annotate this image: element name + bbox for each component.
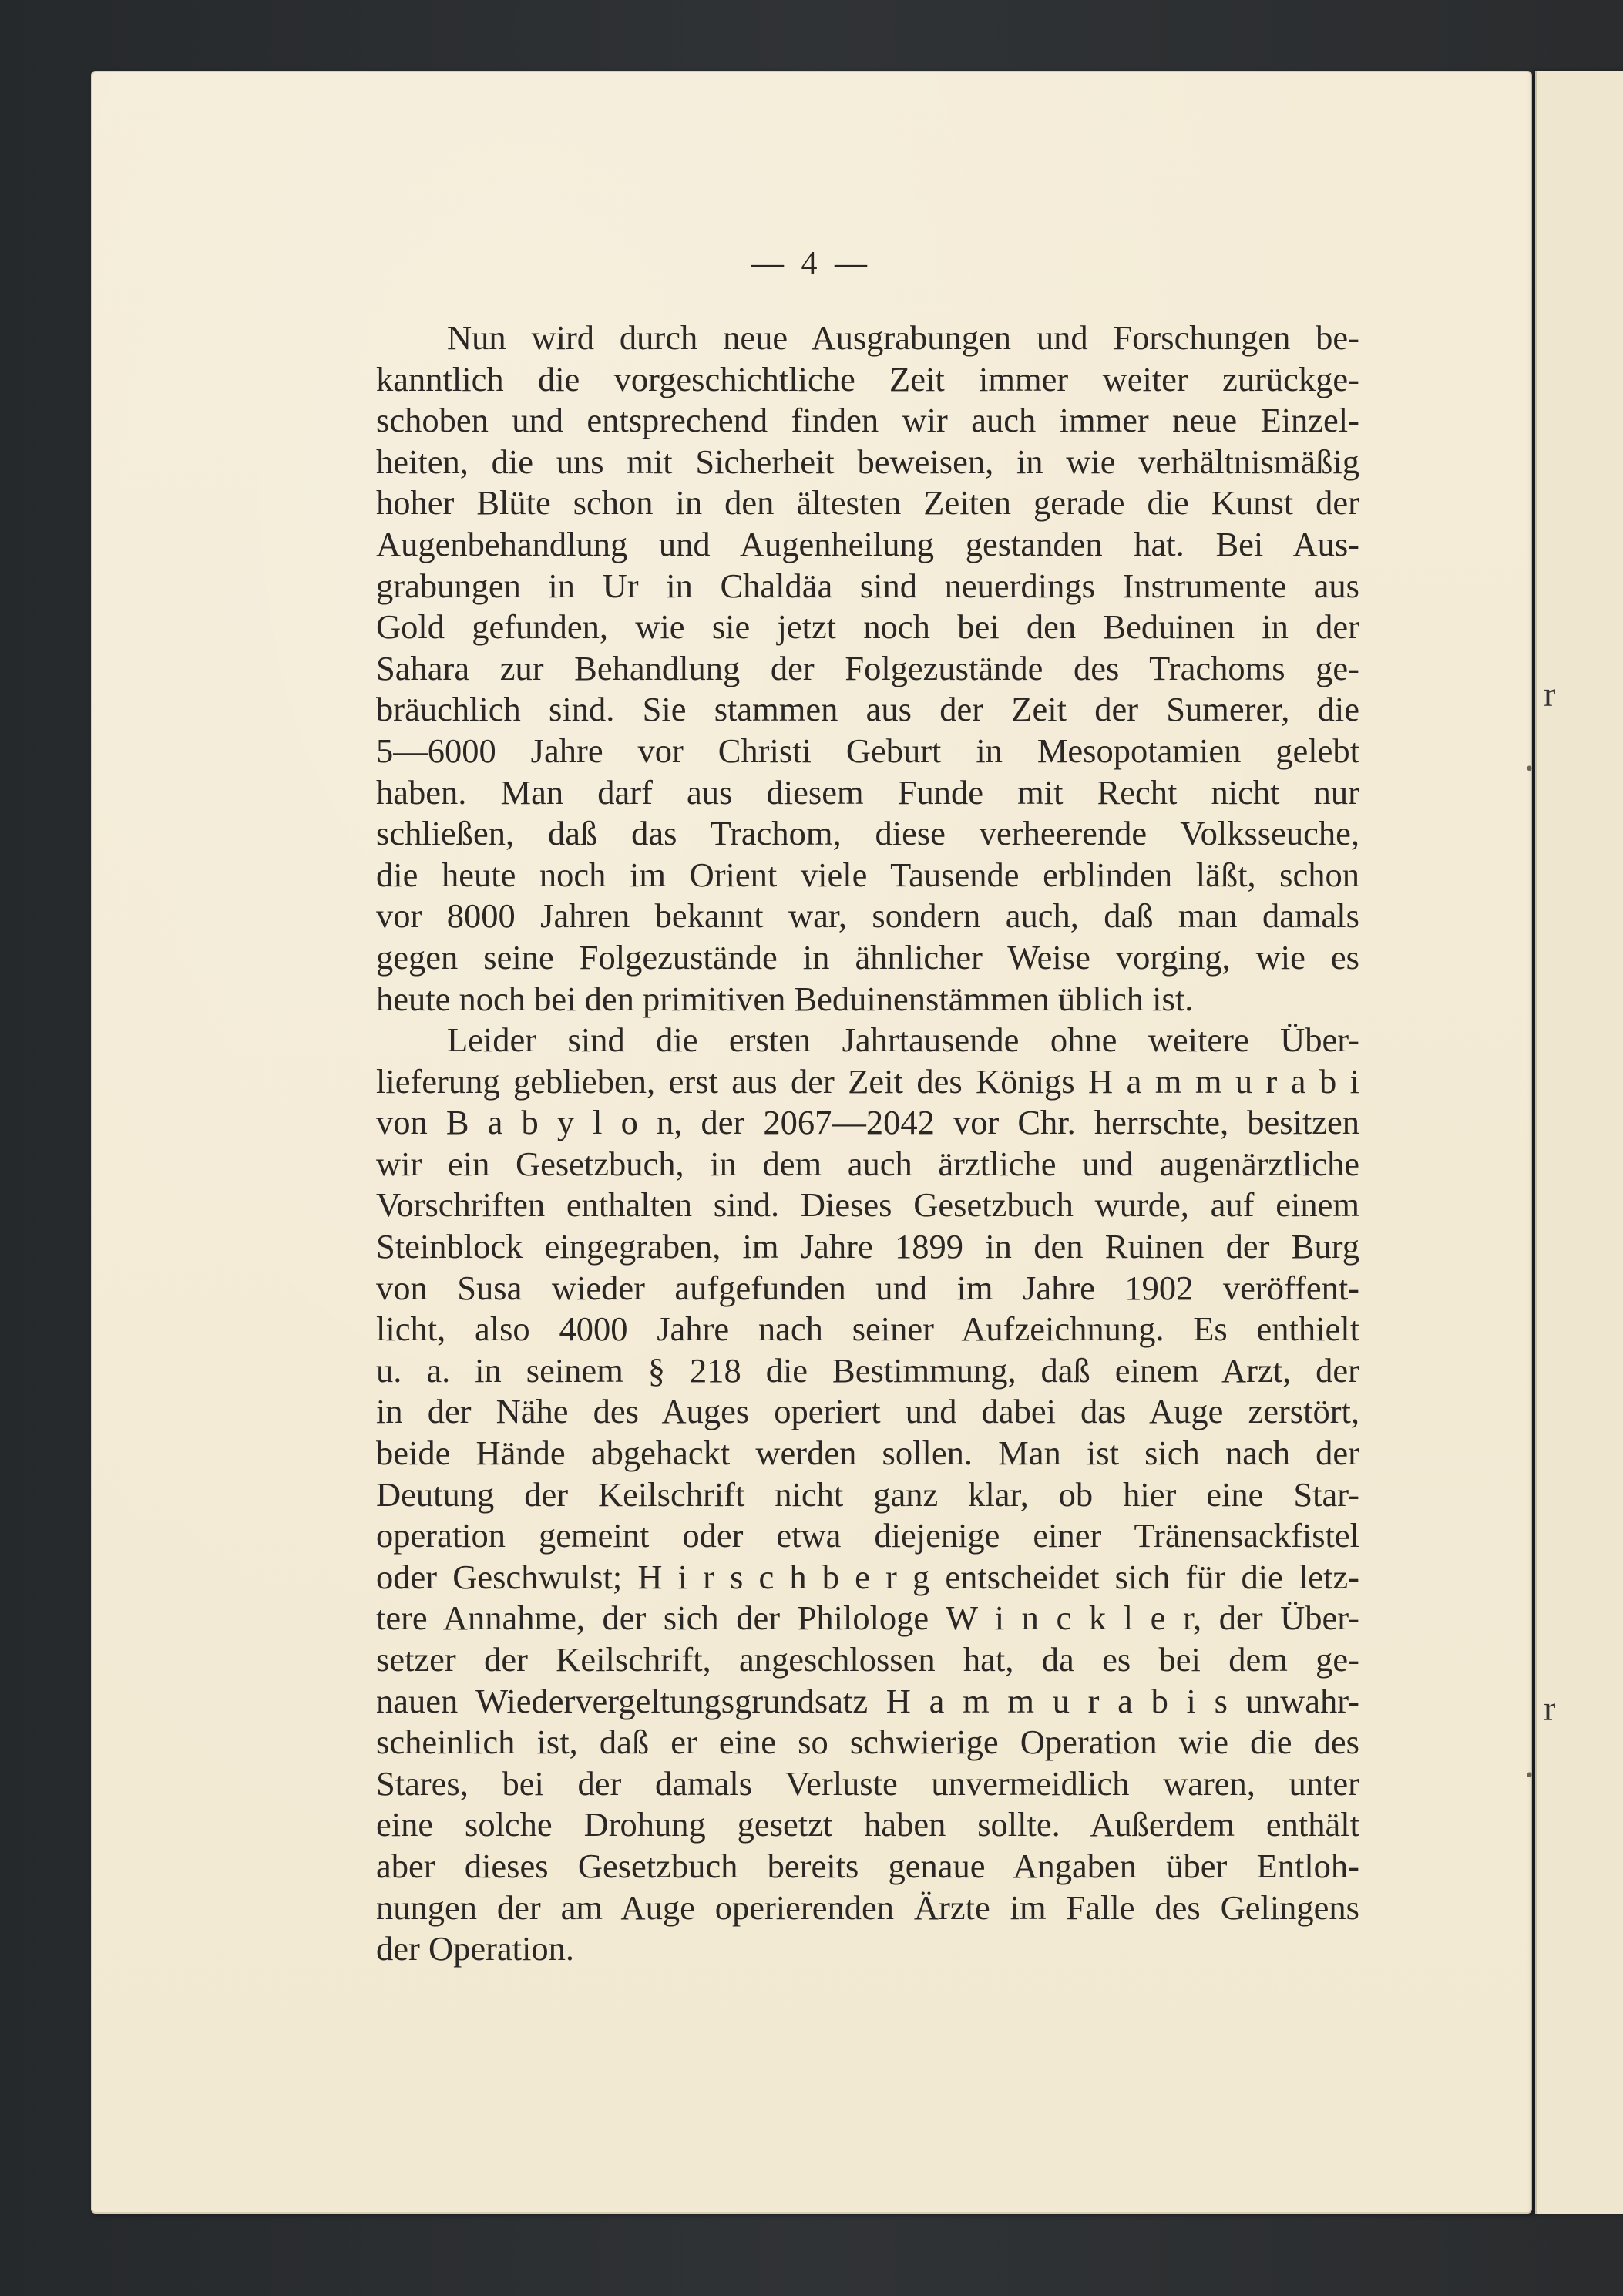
text-line: Deutung der Keilschrift nicht ganz klar, ob hier eine Star- [376,1474,1359,1514]
text-line: von B a b y l o n, der 2067—2042 vor Chr. herrschte, besitzen [376,1103,1359,1142]
text-line: u. a. in seinem § 218 die Bestimmung, daß einem Arzt, der [376,1350,1359,1390]
text-line: kanntlich die vorgeschichtliche Zeit immer weiter zurückge- [376,359,1359,398]
text-line: Nun wird durch neue Ausgrabungen und Forschungen be- [447,318,1359,357]
body-text [376,318,1359,1970]
text-line: eine solche Drohung gesetzt haben sollte. Außerdem enthält [376,1805,1359,1844]
text-line: schließen, daß das Trachom, diese verheerende Volksseuche, [376,814,1359,853]
text-line: Steinblock eingegraben, im Jahre 1899 in den Ruinen der Burg [376,1227,1359,1266]
text-line: Augenbehandlung und Augenheilung gestanden hat. Bei Aus- [376,524,1359,563]
adjacent-page-edge [1535,71,1623,2214]
adjacent-page-glyph: r [1544,1689,1556,1728]
text-line: der Operation. [376,1929,575,1968]
text-line: Sahara zur Behandlung der Folgezustände des Trachoms ge- [376,648,1359,687]
text-line: nungen der am Auge operierenden Ärzte im Falle des Gelingens [376,1888,1359,1927]
text-line: operation gemeint oder etwa diejenige einer Tränensackfistel [376,1516,1359,1555]
text-line: gegen seine Folgezustände in ähnlicher Weise vorging, wie es [376,937,1359,977]
text-line: 5—6000 Jahre vor Christi Geburt in Mesopotamien gelebt [376,731,1359,770]
text-line: Vorschriften enthalten sind. Dieses Gesetzbuch wurde, auf einem [376,1185,1359,1225]
text-line: von Susa wieder aufgefunden und im Jahre 1902 veröffent- [376,1268,1359,1307]
text-line: tere Annahme, der sich der Philologe W i n c k l e r, der Über- [376,1598,1359,1638]
text-line: setzer der Keilschrift, angeschlossen hat, da es bei dem ge- [376,1640,1359,1679]
paragraph [376,318,1359,1020]
text-line: licht, also 4000 Jahre nach seiner Aufzeichnung. Es enthielt [376,1309,1359,1349]
text-line: beide Hände abgehackt werden sollen. Man ist sich nach der [376,1434,1359,1473]
text-line: wir ein Gesetzbuch, in dem auch ärztliche und augenärztliche [376,1144,1359,1183]
scan-speck: • [1524,760,1534,779]
text-line: haben. Man darf aus diesem Funde mit Recht nicht nur [376,772,1359,812]
adjacent-page-glyph: r [1544,674,1556,714]
text-line: die heute noch im Orient viele Tausende erblinden läßt, schon [376,855,1359,894]
text-line: heiten, die uns mit Sicherheit beweisen, in wie verhältnismäßig [376,442,1359,481]
text-line: heute noch bei den primitiven Beduinenstämmen üblich ist. [376,979,1194,1018]
text-line: schoben und entsprechend finden wir auch immer neue Einzel- [376,401,1359,440]
text-line: nauen Wiedervergeltungsgrundsatz H a m m u r a b i s unwahr- [376,1681,1359,1720]
paragraph [376,1020,1359,1970]
text-line: Leider sind die ersten Jahrtausende ohne weitere Über- [447,1020,1359,1060]
page-number: — 4 — [751,246,872,281]
text-line: Stares, bei der damals Verluste unvermeidlich waren, unter [376,1763,1359,1803]
text-line: grabungen in Ur in Chaldäa sind neuerdings Instrumente aus [376,566,1359,605]
text-line: Gold gefunden, wie sie jetzt noch bei den Beduinen in der [376,607,1359,647]
scan-speck: • [1524,1767,1534,1786]
text-line: aber dieses Gesetzbuch bereits genaue Angaben über Entloh- [376,1846,1359,1885]
text-line: in der Nähe des Auges operiert und dabei das Auge zerstört, [376,1392,1359,1431]
text-line: hoher Blüte schon in den ältesten Zeiten gerade die Kunst der [376,483,1359,523]
text-line: scheinlich ist, daß er eine so schwierige Operation wie die des [376,1723,1359,1762]
text-line: lieferung geblieben, erst aus der Zeit des Königs H a m m u r a b i [376,1061,1359,1101]
text-line: vor 8000 Jahren bekannt war, sondern auch, daß man damals [376,896,1359,936]
text-line: bräuchlich sind. Sie stammen aus der Zeit der Sumerer, die [376,690,1359,729]
text-line: oder Geschwulst; H i r s c h b e r g entscheidet sich für die letz- [376,1557,1359,1596]
